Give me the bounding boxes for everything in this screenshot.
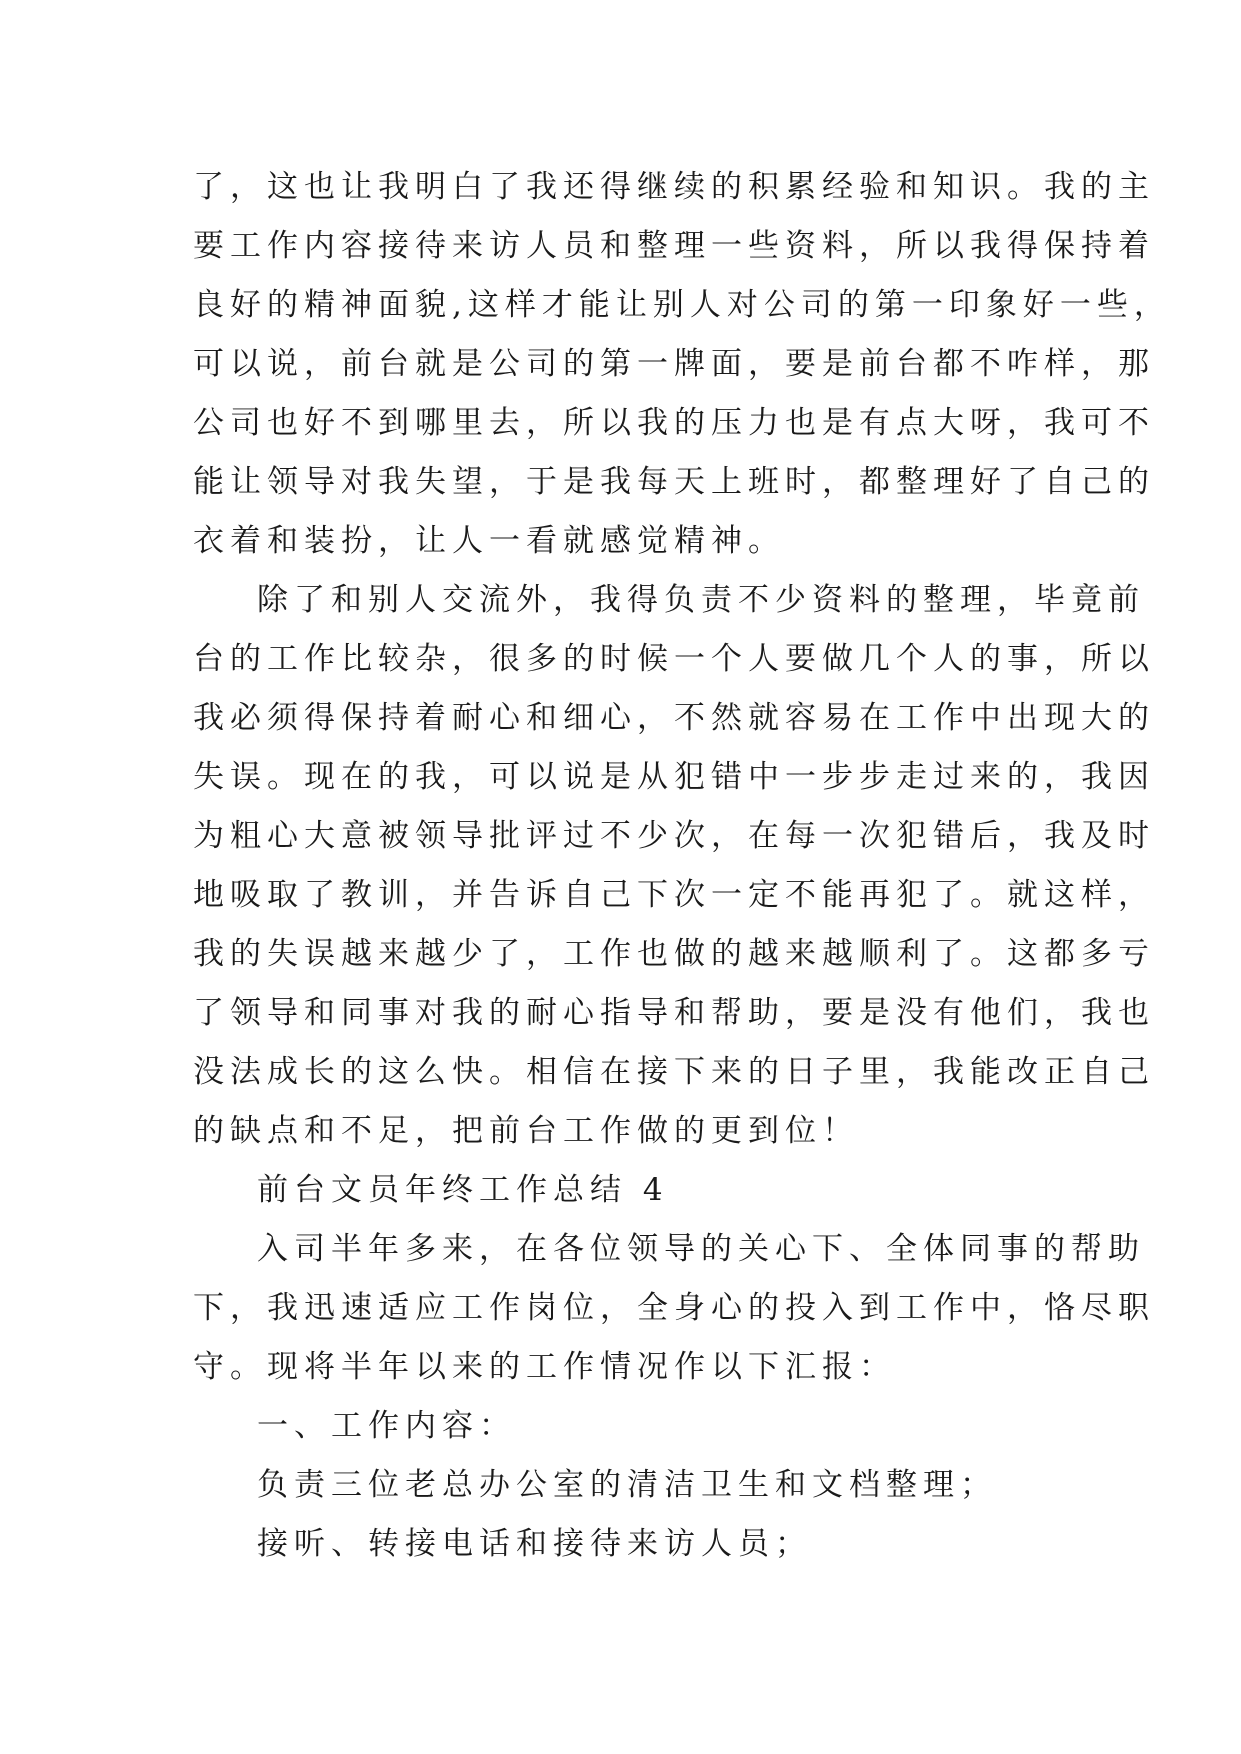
text-line: 良好的精神面貌,这样才能让别人对公司的第一印象好一些， xyxy=(193,287,1171,323)
text-line: 要工作内容接待来访人员和整理一些资料，所以我得保持着 xyxy=(193,228,1155,264)
text-line: 地吸取了教训，并告诉自己下次一定不能再犯了。就这样， xyxy=(193,877,1155,913)
text-line: 为粗心大意被领导批评过不少次，在每一次犯错后，我及时 xyxy=(193,818,1155,854)
text-line: 守。现将半年以来的工作情况作以下汇报： xyxy=(193,1349,896,1385)
text-line: 可以说，前台就是公司的第一牌面，要是前台都不咋样，那 xyxy=(193,346,1155,382)
text-line: 台的工作比较杂，很多的时候一个人要做几个人的事，所以 xyxy=(193,641,1155,677)
subsection-heading: 一、工作内容： xyxy=(257,1408,516,1444)
section-heading: 前台文员年终工作总结 4 xyxy=(257,1172,669,1208)
text-line: 没法成长的这么快。相信在接下来的日子里，我能改正自己 xyxy=(193,1054,1155,1090)
text-line: 衣着和装扮，让人一看就感觉精神。 xyxy=(193,523,785,559)
text-line: 了领导和同事对我的耐心指导和帮助，要是没有他们，我也 xyxy=(193,995,1155,1031)
text-line: 公司也好不到哪里去，所以我的压力也是有点大呀，我可不 xyxy=(193,405,1155,441)
text-line: 我的失误越来越少了，工作也做的越来越顺利了。这都多亏 xyxy=(193,936,1155,972)
list-item: 负责三位老总办公室的清洁卫生和文档整理； xyxy=(257,1467,997,1503)
text-line: 我必须得保持着耐心和细心，不然就容易在工作中出现大的 xyxy=(193,700,1155,736)
text-line: 失误。现在的我，可以说是从犯错中一步步走过来的，我因 xyxy=(193,759,1155,795)
text-line: 的缺点和不足，把前台工作做的更到位！ xyxy=(193,1113,859,1149)
document-body xyxy=(193,158,1171,1574)
paragraph-first-line: 入司半年多来，在各位领导的关心下、全体同事的帮助 xyxy=(257,1231,1145,1267)
text-line: 下，我迅速适应工作岗位，全身心的投入到工作中，恪尽职 xyxy=(193,1290,1155,1326)
list-item: 接听、转接电话和接待来访人员； xyxy=(257,1526,812,1562)
paragraph-first-line: 除了和别人交流外，我得负责不少资料的整理，毕竟前 xyxy=(257,582,1145,618)
text-line: 了，这也让我明白了我还得继续的积累经验和知识。我的主 xyxy=(193,169,1155,205)
text-line: 能让领导对我失望，于是我每天上班时，都整理好了自己的 xyxy=(193,464,1155,500)
